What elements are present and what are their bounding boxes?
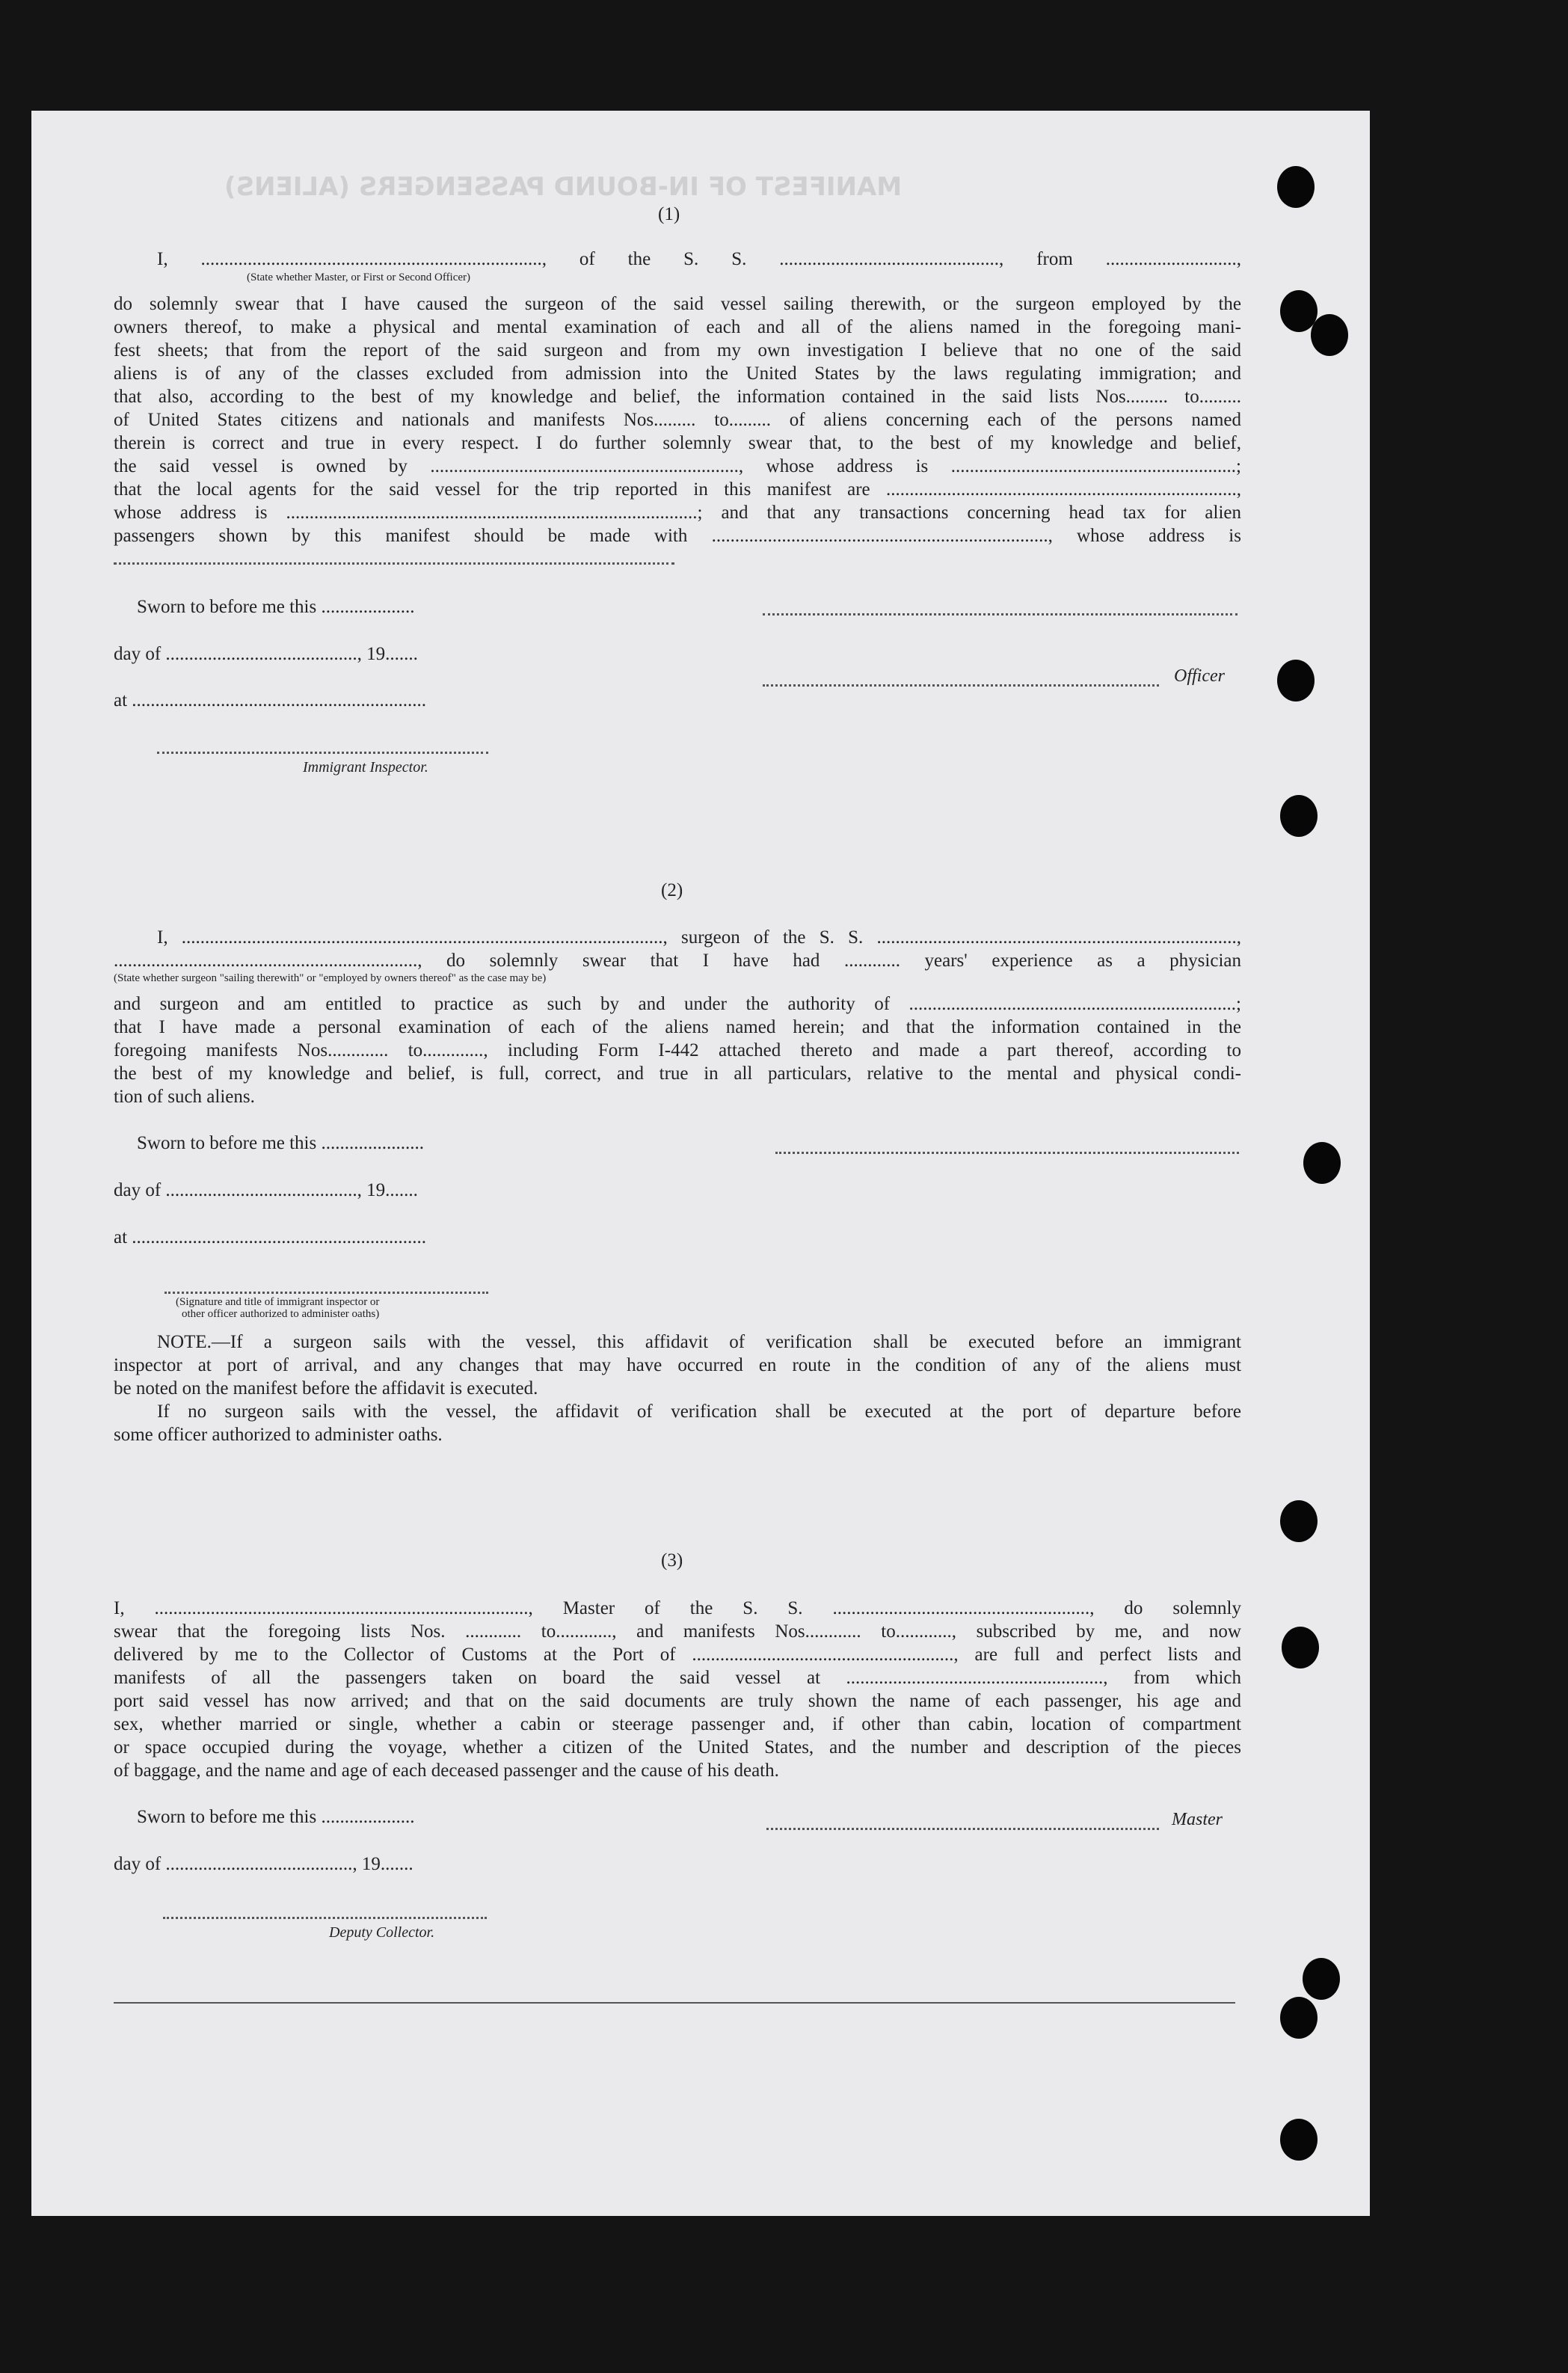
body-line: tion of such aliens. xyxy=(114,1087,255,1107)
punch-hole xyxy=(1303,1958,1340,2000)
signature-line xyxy=(763,613,1238,615)
day-of-line: day of ........................................, 19....... xyxy=(114,1854,413,1874)
body-line: therein is correct and true in every respect. I do further solemnly swear that, to the best of my knowledge and belief, xyxy=(114,433,1241,453)
body-line: whose address is ........................................................................................; and that any transactions concerning head tax for alien xyxy=(114,503,1241,523)
body-line: that the local agents for the said vessel for the trip reported in this manifest are ..........................................................................., xyxy=(114,479,1241,500)
body-line: aliens is of any of the classes excluded from admission into the United States by the laws regulating immigration; and xyxy=(114,363,1241,384)
bleed-through-header: MANIFEST OF IN-BOUND PASSENGERS (ALIENS) xyxy=(224,172,903,202)
punch-hole xyxy=(1303,1142,1341,1184)
signature-caption: other officer authorized to administer oaths) xyxy=(182,1308,380,1320)
note-line: some officer authorized to administer oaths. xyxy=(114,1425,443,1445)
body-line: fest sheets; that from the report of the said surgeon and from my own investigation I believe that no one of the said xyxy=(114,340,1241,360)
field-note: (State whether surgeon "sailing therewith" or "employed by owners thereof" as the case may be) xyxy=(114,972,547,984)
signature-line xyxy=(163,1917,487,1919)
body-line: owners thereof, to make a physical and mental examination of each and all of the aliens named in the foregoing mani- xyxy=(114,317,1241,337)
blank-line xyxy=(114,562,674,565)
day-of-line: day of ........................................., 19....... xyxy=(114,644,418,664)
punch-hole xyxy=(1311,314,1348,356)
at-line: at ............................................................... xyxy=(114,690,427,710)
signature-line xyxy=(157,752,488,754)
punch-hole xyxy=(1280,2119,1318,2161)
body-line: the best of my knowledge and belief, is full, correct, and true in all particulars, relative to the mental and physical condi- xyxy=(114,1063,1241,1084)
officer-signature-line xyxy=(763,684,1159,687)
body-line: passengers shown by this manifest should be made with ........................................................................, whose address is xyxy=(114,526,1241,546)
body-line: swear that the foregoing lists Nos. ............ to............, and manifests Nos............ to............, subscribed by me, and now xyxy=(114,1621,1241,1642)
body-line: delivered by me to the Collector of Customs at the Port of ........................................................, are full and perfect lists and xyxy=(114,1645,1241,1665)
body-line: of United States citizens and nationals and manifests Nos......... to......... of aliens concerning each of the persons named xyxy=(114,410,1241,430)
note-line: If no surgeon sails with the vessel, the affidavit of verification shall be executed at the port of departure before xyxy=(157,1402,1241,1422)
bottom-rule xyxy=(114,2002,1235,2004)
sworn-line: Sworn to before me this .................... xyxy=(137,1807,415,1827)
body-line: do solemnly swear that I have caused the surgeon of the said vessel sailing therewith, or the surgeon employed by the xyxy=(114,294,1241,314)
punch-hole xyxy=(1280,1997,1318,2039)
body-line: or space occupied during the voyage, whether a citizen of the United States, and the number and description of the pieces xyxy=(114,1737,1241,1758)
form-line: I, ........................................................................., of the S. S. ..............................................., from ............................, xyxy=(157,249,1241,269)
punch-hole xyxy=(1280,1500,1318,1542)
sworn-line: Sworn to before me this .................... xyxy=(137,597,415,617)
note-line: NOTE.—If a surgeon sails with the vessel, this affidavit of verification shall be executed before an immigrant xyxy=(157,1332,1241,1352)
form-line: I, ......................................................................................................., surgeon of the S. S. ............................................................................., xyxy=(157,927,1241,948)
section-number: (1) xyxy=(658,204,680,224)
section-number: (3) xyxy=(661,1550,683,1571)
punch-hole xyxy=(1282,1627,1319,1669)
body-line: I, ................................................................................, Master of the S. S. ......................................................., do solemnly xyxy=(114,1598,1241,1618)
note-line: inspector at port of arrival, and any changes that may have occurred en route in the condition of any of the aliens must xyxy=(114,1355,1241,1375)
punch-hole xyxy=(1277,660,1315,702)
section-number: (2) xyxy=(661,880,683,900)
body-line: of baggage, and the name and age of each deceased passenger and the cause of his death. xyxy=(114,1760,779,1781)
signature-caption: Deputy Collector. xyxy=(329,1924,435,1941)
punch-hole xyxy=(1277,166,1315,208)
day-of-line: day of ........................................., 19....... xyxy=(114,1180,418,1200)
body-line: that I have made a personal examination of each of the aliens named herein; and that the information contained in the xyxy=(114,1017,1241,1037)
signature-caption: Immigrant Inspector. xyxy=(303,759,428,776)
sworn-line: Sworn to before me this ...................... xyxy=(137,1133,424,1153)
body-line: sex, whether married or single, whether a cabin or steerage passenger and, if other than cabin, location of compartment xyxy=(114,1714,1241,1734)
signature-line xyxy=(165,1292,488,1294)
note-line: be noted on the manifest before the affidavit is executed. xyxy=(114,1378,538,1399)
master-caption: Master xyxy=(1172,1810,1223,1829)
officer-caption: Officer xyxy=(1174,666,1225,686)
at-line: at ............................................................... xyxy=(114,1227,427,1247)
body-line: the said vessel is owned by .................................................................., whose address is .............................................................; xyxy=(114,456,1241,476)
form-line: ................................................................., do solemnly swear that I have had ............ years' experience as a physician xyxy=(114,951,1241,971)
body-line: foregoing manifests Nos............. to............., including Form I-442 attached thereto and made a part thereof, according to xyxy=(114,1040,1241,1060)
body-line: manifests of all the passengers taken on board the said vessel at ......................................................., from which xyxy=(114,1668,1241,1688)
signature-line xyxy=(775,1152,1239,1154)
body-line: that also, according to the best of my knowledge and belief, the information contained in the said lists Nos......... to......... xyxy=(114,387,1241,407)
body-line: port said vessel has now arrived; and that on the said documents are truly shown the name of each passenger, his age and xyxy=(114,1691,1241,1711)
master-signature-line xyxy=(766,1828,1159,1830)
field-note: (State whether Master, or First or Second Officer) xyxy=(247,271,471,283)
body-line: and surgeon and am entitled to practice as such by and under the authority of ......................................................................; xyxy=(114,994,1241,1014)
punch-hole xyxy=(1280,795,1318,837)
signature-caption: (Signature and title of immigrant inspector or xyxy=(176,1296,380,1308)
